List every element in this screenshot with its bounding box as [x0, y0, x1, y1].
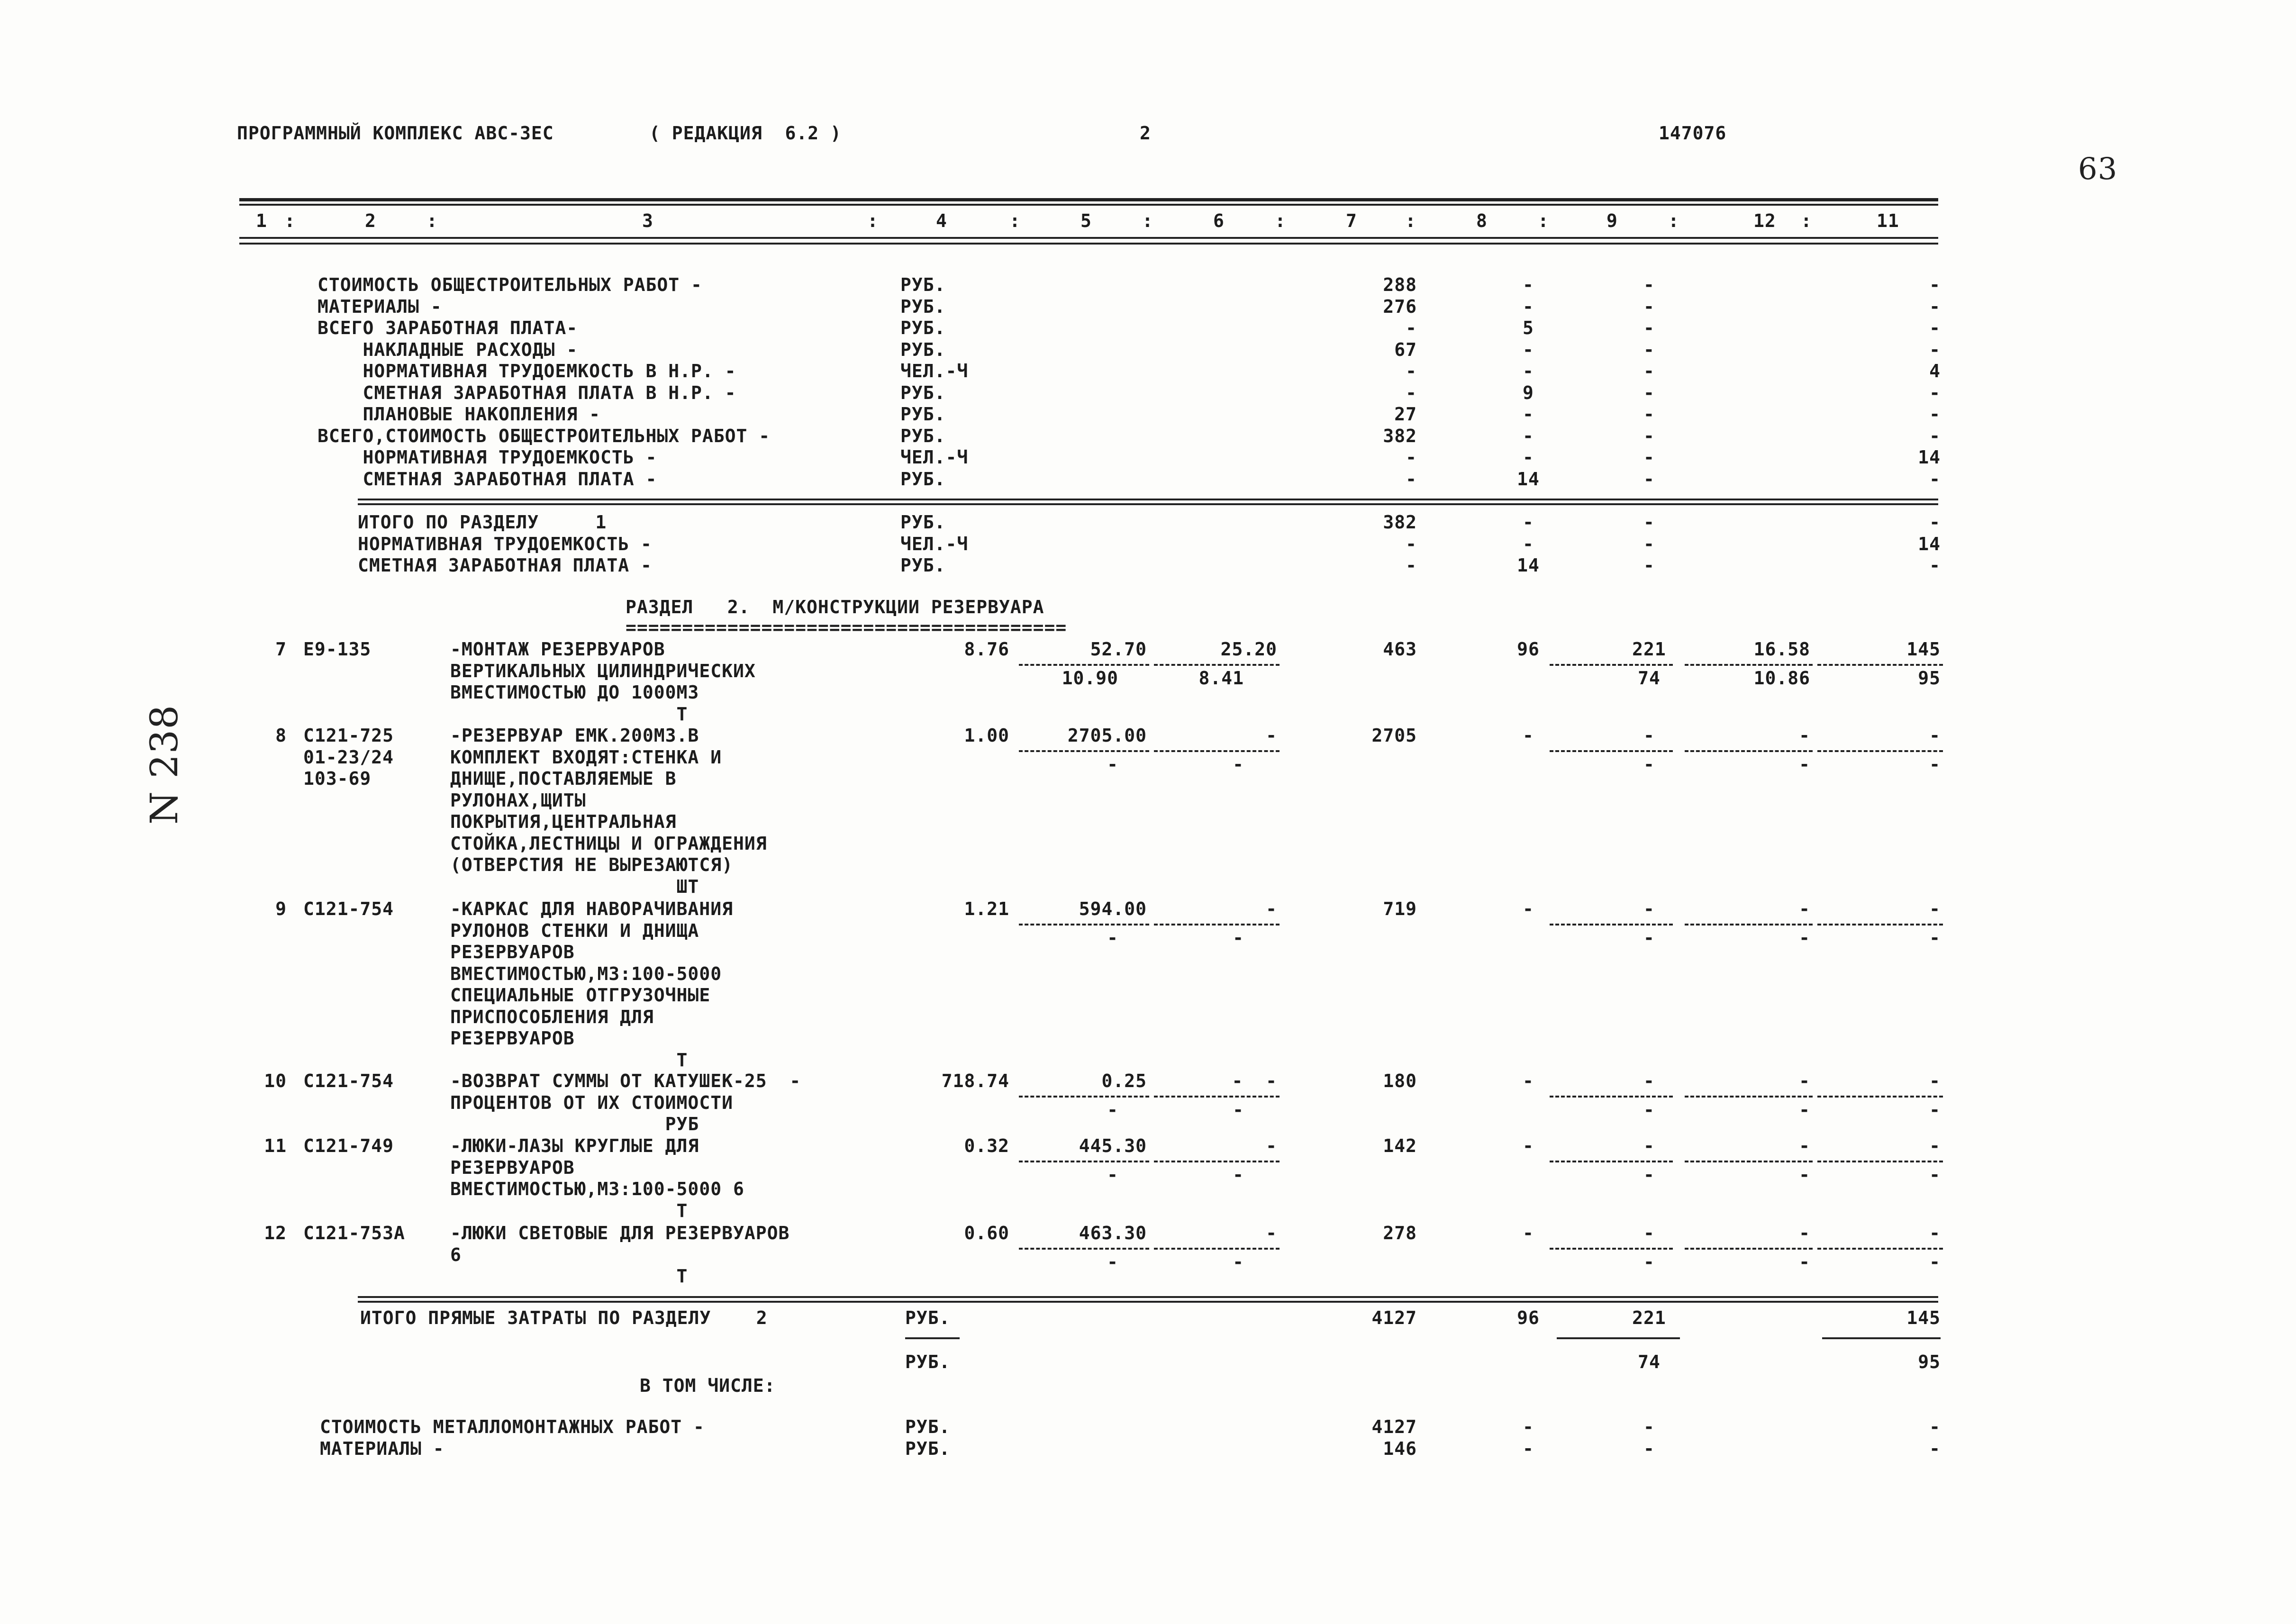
labor-machine-per-unit-value: 10.86 — [1753, 667, 1810, 689]
item-code: С121-749 — [303, 1135, 394, 1156]
col8-value: - — [1523, 1438, 1534, 1459]
labor-per-unit-value: - — [1799, 1223, 1810, 1243]
col8-value: - — [1523, 361, 1534, 381]
unit-label: РУБ. — [905, 1416, 951, 1437]
column-header-8: 8 — [1476, 210, 1488, 231]
col7-value: 4127 — [1371, 1416, 1417, 1437]
col11-divider — [1822, 1337, 1941, 1339]
unit-wage-value: - - — [1232, 1071, 1277, 1091]
total-cost-value: 719 — [1383, 898, 1417, 919]
column-separator: : — [1801, 210, 1812, 231]
col8-value: - — [1523, 512, 1534, 533]
labor-machine-per-unit-value: - — [1799, 1164, 1810, 1185]
col9-value: - — [1643, 361, 1655, 381]
unit-price-wage-value: - — [1107, 1099, 1118, 1120]
col8-value: 5 — [1523, 318, 1534, 338]
item-number: 10 — [264, 1071, 287, 1091]
col7-value: 276 — [1383, 296, 1417, 317]
col8-value: - — [1523, 425, 1534, 446]
item-description-line: ПОКРЫТИЯ,ЦЕНТРАЛЬНАЯ — [450, 811, 677, 832]
item-description-line: РУЛОНАХ,ЩИТЫ — [450, 789, 586, 811]
subtotal-divider — [1685, 1096, 1813, 1098]
col7-value: - — [1406, 361, 1417, 381]
item-number: 11 — [264, 1135, 287, 1156]
unit-price-value: 2705.00 — [1067, 725, 1147, 746]
summary-label: СТОИМОСТЬ МЕТАЛЛОМОНТАЖНЫХ РАБОТ - — [320, 1416, 705, 1437]
labor-per-unit-value: - — [1799, 1071, 1810, 1091]
machine-cost-value: - — [1643, 725, 1655, 746]
item-description-line: Т — [450, 1200, 688, 1221]
labor-machine-per-unit-value: - — [1799, 753, 1810, 775]
col9-divider — [1557, 1337, 1680, 1339]
quantity-value: 1.21 — [964, 898, 1009, 919]
labor-machine-total-value: - — [1929, 1251, 1941, 1272]
column-header-6: 6 — [1213, 210, 1225, 231]
quantity-value: 1.00 — [964, 725, 1009, 746]
col11-value: 4 — [1929, 361, 1941, 381]
section1-total-rule — [358, 499, 1938, 500]
subtotal-divider — [1817, 1161, 1943, 1162]
unit-label: РУБ. — [900, 274, 946, 295]
item-description-line: Т — [450, 1266, 688, 1287]
unit-label: РУБ. — [900, 404, 946, 425]
subtotal-divider — [1550, 664, 1673, 666]
unit-label: РУБ. — [900, 468, 946, 490]
col11-value: - — [1929, 1416, 1941, 1437]
subtotal-divider — [1685, 924, 1813, 925]
col8-value: - — [1523, 404, 1534, 425]
labor-total-value: - — [1929, 1135, 1941, 1156]
item-number: 8 — [275, 725, 287, 746]
item-description-line: -РЕЗЕРВУАР ЕМК.200М3.В — [450, 725, 699, 746]
subtotal-divider — [1154, 664, 1280, 666]
summary-label: МАТЕРИАЛЫ - — [320, 1438, 445, 1459]
handwritten-page-number: 63 — [2078, 152, 2118, 187]
summary-label: СМЕТНАЯ ЗАРАБОТНАЯ ПЛАТА В Н.Р. - — [318, 382, 736, 403]
col8-value: - — [1523, 533, 1534, 554]
unit-price-value: 52.70 — [1090, 639, 1147, 660]
col8-value: - — [1523, 1416, 1534, 1437]
item-description-line: РЕЗЕРВУАРОВ — [450, 1157, 575, 1178]
unit-machine-wage-value: - — [1233, 1164, 1244, 1185]
col11-secondary-value: 95 — [1918, 1352, 1941, 1372]
labor-machine-total-value: - — [1929, 753, 1941, 775]
unit-label: РУБ. — [905, 1438, 951, 1459]
column-header-4: 4 — [936, 210, 947, 231]
summary-label: НОРМАТИВНАЯ ТРУДОЕМКОСТЬ - — [318, 447, 657, 468]
subtotal-divider — [1550, 1248, 1673, 1250]
column-separator: : — [867, 210, 879, 231]
labor-machine-total-value: - — [1929, 1164, 1941, 1185]
machine-cost-value: - — [1643, 1071, 1655, 1091]
quantity-value: 0.60 — [964, 1223, 1009, 1243]
quantity-value: 718.74 — [941, 1071, 1009, 1091]
col11-value: - — [1929, 468, 1941, 490]
total-wage-value: - — [1523, 1135, 1534, 1156]
summary-label: СТОИМОСТЬ ОБЩЕСТРОИТЕЛЬНЫХ РАБОТ - — [318, 274, 702, 295]
unit-machine-wage-value: - — [1233, 1251, 1244, 1272]
item-number: 9 — [275, 898, 287, 919]
section2-title-underline: ======================================= — [626, 617, 1067, 638]
unit-machine-wage-value: - — [1233, 753, 1244, 775]
total-wage-value: - — [1523, 1223, 1534, 1243]
col8-value: 14 — [1517, 468, 1540, 490]
item-code: С121-725 — [303, 725, 394, 746]
col11-value: - — [1929, 1438, 1941, 1459]
item-description-line: РУБ — [450, 1114, 699, 1134]
col7-value: 382 — [1383, 425, 1417, 446]
col9-value: - — [1643, 533, 1655, 554]
subtotal-divider — [1019, 1248, 1149, 1250]
unit-price-value: 445.30 — [1079, 1135, 1147, 1156]
col11-value: - — [1929, 318, 1941, 338]
unit-label: РУБ. — [900, 425, 946, 446]
unit-label: РУБ. — [900, 555, 946, 576]
section2-total-label: ИТОГО ПРЯМЫЕ ЗАТРАТЫ ПО РАЗДЕЛУ 2 — [360, 1307, 768, 1328]
unit-label: РУБ. — [900, 296, 946, 317]
machine-cost-value: - — [1643, 1135, 1655, 1156]
unit-wage-value: - — [1266, 725, 1277, 746]
machine-wage-value: - — [1643, 1251, 1655, 1272]
col7-value: - — [1406, 318, 1417, 338]
col8-value: - — [1523, 339, 1534, 360]
col11-value: - — [1929, 274, 1941, 295]
subtotal-divider — [1685, 1161, 1813, 1162]
summary-label: МАТЕРИАЛЫ - — [318, 296, 442, 317]
item-description-line: 6 — [450, 1244, 462, 1265]
col7-value: 288 — [1383, 274, 1417, 295]
unit-price-wage-value: - — [1107, 927, 1118, 948]
item-code: С121-754 — [303, 898, 394, 919]
unit-price-wage-value: - — [1107, 1164, 1118, 1185]
item-description-line: Т — [450, 1049, 688, 1071]
labor-machine-per-unit-value: - — [1799, 1099, 1810, 1120]
unit-wage-value: - — [1266, 1135, 1277, 1156]
item-description-line: ШТ — [450, 876, 699, 897]
section1-total-rule-2 — [358, 503, 1938, 505]
labor-total-value: - — [1929, 1223, 1941, 1243]
labor-machine-total-value: - — [1929, 927, 1941, 948]
item-description-line: ПРОЦЕНТОВ ОТ ИХ СТОИМОСТИ — [450, 1092, 733, 1113]
labor-per-unit-value: - — [1799, 898, 1810, 919]
unit-label: ЧЕЛ.-Ч — [900, 447, 969, 468]
item-description-line: ПРИСПОСОБЛЕНИЯ ДЛЯ — [450, 1006, 654, 1027]
subtotal-divider — [1550, 750, 1673, 752]
subtotal-divider — [1019, 1161, 1149, 1162]
item-description-line: СТОЙКА,ЛЕСТНИЦЫ И ОГРАЖДЕНИЯ — [450, 833, 767, 854]
subtotal-divider — [1154, 1161, 1280, 1162]
col8-value: - — [1523, 274, 1534, 295]
unit-label: РУБ. — [905, 1352, 951, 1372]
summary-label: ИТОГО ПО РАЗДЕЛУ 1 — [358, 512, 607, 533]
total-cost-value: 463 — [1383, 639, 1417, 660]
col7-value: 27 — [1394, 404, 1417, 425]
col7-value: 382 — [1383, 512, 1417, 533]
subtotal-divider — [1019, 750, 1149, 752]
unit-label: РУБ. — [900, 339, 946, 360]
item-code: С121-753А — [303, 1223, 405, 1243]
subtotal-divider — [1817, 1248, 1943, 1250]
col11-value: - — [1929, 555, 1941, 576]
col9-value: - — [1643, 555, 1655, 576]
subtotal-divider — [1817, 1096, 1943, 1098]
column-header-11: 11 — [1877, 210, 1899, 231]
summary-label: ВСЕГО ЗАРАБОТНАЯ ПЛАТА- — [318, 318, 578, 338]
page-number: 2 — [1140, 123, 1151, 144]
col9-value: - — [1643, 296, 1655, 317]
subtotal-divider — [1154, 750, 1280, 752]
handwritten-margin-note: N 238 — [142, 704, 186, 825]
machine-wage-value: - — [1643, 1164, 1655, 1185]
unit-label: РУБ. — [900, 382, 946, 403]
unit-label: ЧЕЛ.-Ч — [900, 361, 969, 381]
col8-value: - — [1523, 296, 1534, 317]
item-description-line: -МОНТАЖ РЕЗЕРВУАРОВ — [450, 639, 665, 660]
col11-value: - — [1929, 404, 1941, 425]
col11-value: - — [1929, 339, 1941, 360]
total-wage-value: - — [1523, 725, 1534, 746]
total-wage-value: - — [1523, 1071, 1534, 1091]
unit-wage-value: - — [1266, 1223, 1277, 1243]
item-code: Е9-135 — [303, 639, 372, 660]
column-header-9: 9 — [1606, 210, 1618, 231]
machine-wage-value: - — [1643, 927, 1655, 948]
unit-machine-wage-value: - — [1233, 927, 1244, 948]
total-wage-value: 96 — [1517, 639, 1540, 660]
subtotal-divider — [1685, 1248, 1813, 1250]
column-header-3: 3 — [642, 210, 653, 231]
col11-value: - — [1929, 425, 1941, 446]
subtotal-divider — [1019, 924, 1149, 925]
item-description-line: -ЛЮКИ-ЛАЗЫ КРУГЛЫЕ ДЛЯ — [450, 1135, 699, 1156]
col9-value: - — [1643, 1416, 1655, 1437]
subtotal-divider — [1019, 664, 1149, 666]
including-label: В ТОМ ЧИСЛЕ: — [640, 1375, 776, 1396]
edition-label: ( РЕДАКЦИЯ 6.2 ) — [649, 123, 842, 144]
unit-label: РУБ. — [900, 512, 946, 533]
section2-total-rule-2 — [358, 1301, 1938, 1303]
subtotal-divider — [1817, 750, 1943, 752]
quantity-value: 0.32 — [964, 1135, 1009, 1156]
labor-machine-per-unit-value: - — [1799, 1251, 1810, 1272]
column-header-2: 2 — [365, 210, 376, 231]
item-description-line: (ОТВЕРСТИЯ НЕ ВЫРЕЗАЮТСЯ) — [450, 854, 733, 875]
column-separator: : — [427, 210, 438, 231]
col9-value: - — [1643, 318, 1655, 338]
summary-label: СМЕТНАЯ ЗАРАБОТНАЯ ПЛАТА - — [318, 468, 657, 490]
column-header-1: 1 — [256, 210, 267, 231]
col7-value: 4127 — [1371, 1307, 1417, 1328]
col9-value: - — [1643, 468, 1655, 490]
program-title: ПРОГРАММНЫЙ КОМПЛЕКС АВС-3ЕС — [237, 123, 554, 144]
col9-value: - — [1643, 404, 1655, 425]
item-description-line: СПЕЦИАЛЬНЫЕ ОТГРУЗОЧНЫЕ — [450, 985, 711, 1006]
machine-wage-value: - — [1643, 1099, 1655, 1120]
unit-price-wage-value: - — [1107, 753, 1118, 775]
subtotal-divider — [1154, 924, 1280, 925]
col9-value: - — [1643, 447, 1655, 468]
col11-value: - — [1929, 296, 1941, 317]
section2-title: РАЗДЕЛ 2. М/КОНСТРУКЦИИ РЕЗЕРВУАРА — [626, 597, 1044, 617]
unit-price-value: 463.30 — [1079, 1223, 1147, 1243]
subtotal-divider — [1154, 1248, 1280, 1250]
col7-value: - — [1406, 382, 1417, 403]
column-separator: : — [1538, 210, 1549, 231]
item-description-line: ВЕРТИКАЛЬНЫХ ЦИЛИНДРИЧЕСКИХ — [450, 660, 756, 681]
column-header-5: 5 — [1080, 210, 1092, 231]
unit-wage-value: 25.20 — [1220, 639, 1277, 660]
item-description-line: РУЛОНОВ СТЕНКИ И ДНИЩА — [450, 920, 699, 941]
col9-value: - — [1643, 339, 1655, 360]
col11-value: - — [1929, 512, 1941, 533]
machine-wage-value: 74 — [1638, 667, 1661, 689]
item-number: 12 — [264, 1223, 287, 1243]
col9-value: - — [1643, 274, 1655, 295]
col8-value: 9 — [1523, 382, 1534, 403]
section2-total-rule — [358, 1296, 1938, 1298]
total-wage-value: - — [1523, 898, 1534, 919]
labor-machine-total-value: - — [1929, 1099, 1941, 1120]
header-rule-bottom — [239, 237, 1938, 239]
labor-per-unit-value: 16.58 — [1753, 639, 1810, 660]
col7-value: - — [1406, 555, 1417, 576]
labor-machine-total-value: 95 — [1918, 667, 1941, 689]
item-description-line: ВМЕСТИМОСТЬЮ ДО 1000М3 — [450, 682, 699, 703]
item-code: 01-23/24 — [303, 746, 394, 768]
summary-label: ПЛАНОВЫЕ НАКОПЛЕНИЯ - — [318, 404, 600, 425]
column-separator: : — [1009, 210, 1021, 231]
unit-label: РУБ. — [905, 1307, 951, 1328]
col7-value: 67 — [1394, 339, 1417, 360]
labor-total-value: - — [1929, 898, 1941, 919]
col11-value: 14 — [1918, 533, 1941, 554]
header-rule-bottom-2 — [239, 243, 1938, 245]
col9-secondary-value: 74 — [1638, 1352, 1661, 1372]
column-separator: : — [284, 210, 296, 231]
summary-label: ВСЕГО,СТОИМОСТЬ ОБЩЕСТРОИТЕЛЬНЫХ РАБОТ - — [318, 425, 771, 446]
item-code: С121-754 — [303, 1071, 394, 1091]
subtotal-divider — [1817, 664, 1943, 666]
document-number: 147076 — [1659, 123, 1727, 144]
summary-label: НОРМАТИВНАЯ ТРУДОЕМКОСТЬ В Н.Р. - — [318, 361, 736, 381]
unit-divider — [905, 1337, 960, 1339]
subtotal-divider — [1550, 1096, 1673, 1098]
total-cost-value: 142 — [1383, 1135, 1417, 1156]
quantity-value: 8.76 — [964, 639, 1009, 660]
item-code: 103-69 — [303, 768, 372, 789]
col11-value: 145 — [1906, 1307, 1941, 1328]
item-description-line: ДНИЩЕ,ПОСТАВЛЯЕМЫЕ В — [450, 768, 677, 789]
subtotal-divider — [1550, 924, 1673, 925]
header-rule-top — [239, 198, 1938, 201]
item-description-line: Т — [450, 703, 688, 725]
labor-per-unit-value: - — [1799, 725, 1810, 746]
column-separator: : — [1405, 210, 1416, 231]
machine-cost-value: - — [1643, 898, 1655, 919]
unit-price-value: 594.00 — [1079, 898, 1147, 919]
unit-label: ЧЕЛ.-Ч — [900, 533, 969, 554]
total-cost-value: 278 — [1383, 1223, 1417, 1243]
unit-machine-wage-value: - — [1233, 1099, 1244, 1120]
item-description-line: ВМЕСТИМОСТЬЮ,М3:100-5000 — [450, 963, 722, 984]
col8-value: - — [1523, 447, 1534, 468]
item-description-line: КОМПЛЕКТ ВХОДЯТ:СТЕНКА И — [450, 746, 722, 768]
labor-per-unit-value: - — [1799, 1135, 1810, 1156]
labor-machine-per-unit-value: - — [1799, 927, 1810, 948]
unit-price-wage-value: - — [1107, 1251, 1118, 1272]
subtotal-divider — [1817, 924, 1943, 925]
unit-price-value: 0.25 — [1101, 1071, 1147, 1091]
labor-total-value: - — [1929, 725, 1941, 746]
column-separator: : — [1668, 210, 1679, 231]
item-description-line: -ВОЗВРАТ СУММЫ ОТ КАТУШЕК-25 - — [450, 1071, 801, 1091]
machine-cost-value: - — [1643, 1223, 1655, 1243]
item-description-line: РЕЗЕРВУАРОВ — [450, 942, 575, 962]
col9-value: - — [1643, 382, 1655, 403]
col9-value: 221 — [1632, 1307, 1666, 1328]
column-header-7: 7 — [1346, 210, 1357, 231]
item-description-line: -ЛЮКИ СВЕТОВЫЕ ДЛЯ РЕЗЕРВУАРОВ — [450, 1223, 790, 1243]
summary-label: НОРМАТИВНАЯ ТРУДОЕМКОСТЬ - — [358, 533, 652, 554]
col11-value: - — [1929, 382, 1941, 403]
subtotal-divider — [1685, 750, 1813, 752]
total-cost-value: 180 — [1383, 1071, 1417, 1091]
unit-label: РУБ. — [900, 318, 946, 338]
labor-total-value: 145 — [1906, 639, 1941, 660]
item-number: 7 — [275, 639, 287, 660]
machine-wage-value: - — [1643, 753, 1655, 775]
col11-value: 14 — [1918, 447, 1941, 468]
item-description-line: -КАРКАС ДЛЯ НАВОРАЧИВАНИЯ — [450, 898, 733, 919]
col9-value: - — [1643, 425, 1655, 446]
col7-value: 146 — [1383, 1438, 1417, 1459]
unit-wage-value: - — [1266, 898, 1277, 919]
total-cost-value: 2705 — [1371, 725, 1417, 746]
col9-value: - — [1643, 1438, 1655, 1459]
column-header-12: 12 — [1753, 210, 1776, 231]
col7-value: - — [1406, 468, 1417, 490]
column-separator: : — [1275, 210, 1286, 231]
summary-label: НАКЛАДНЫЕ РАСХОДЫ - — [318, 339, 578, 360]
header-rule-top-2 — [239, 204, 1938, 206]
subtotal-divider — [1019, 1096, 1149, 1098]
unit-machine-wage-value: 8.41 — [1198, 667, 1244, 689]
column-separator: : — [1142, 210, 1153, 231]
col9-value: - — [1643, 512, 1655, 533]
subtotal-divider — [1154, 1096, 1280, 1098]
item-description-line: ВМЕСТИМОСТЬЮ,М3:100-5000 6 — [450, 1179, 744, 1199]
item-description-line: РЕЗЕРВУАРОВ — [450, 1028, 575, 1049]
subtotal-divider — [1685, 664, 1813, 666]
labor-total-value: - — [1929, 1071, 1941, 1091]
subtotal-divider — [1550, 1161, 1673, 1162]
summary-label: СМЕТНАЯ ЗАРАБОТНАЯ ПЛАТА - — [358, 555, 652, 576]
col7-value: - — [1406, 447, 1417, 468]
machine-cost-value: 221 — [1632, 639, 1666, 660]
unit-price-wage-value: 10.90 — [1062, 667, 1118, 689]
col7-value: - — [1406, 533, 1417, 554]
col8-value: 96 — [1517, 1307, 1540, 1328]
col8-value: 14 — [1517, 555, 1540, 576]
